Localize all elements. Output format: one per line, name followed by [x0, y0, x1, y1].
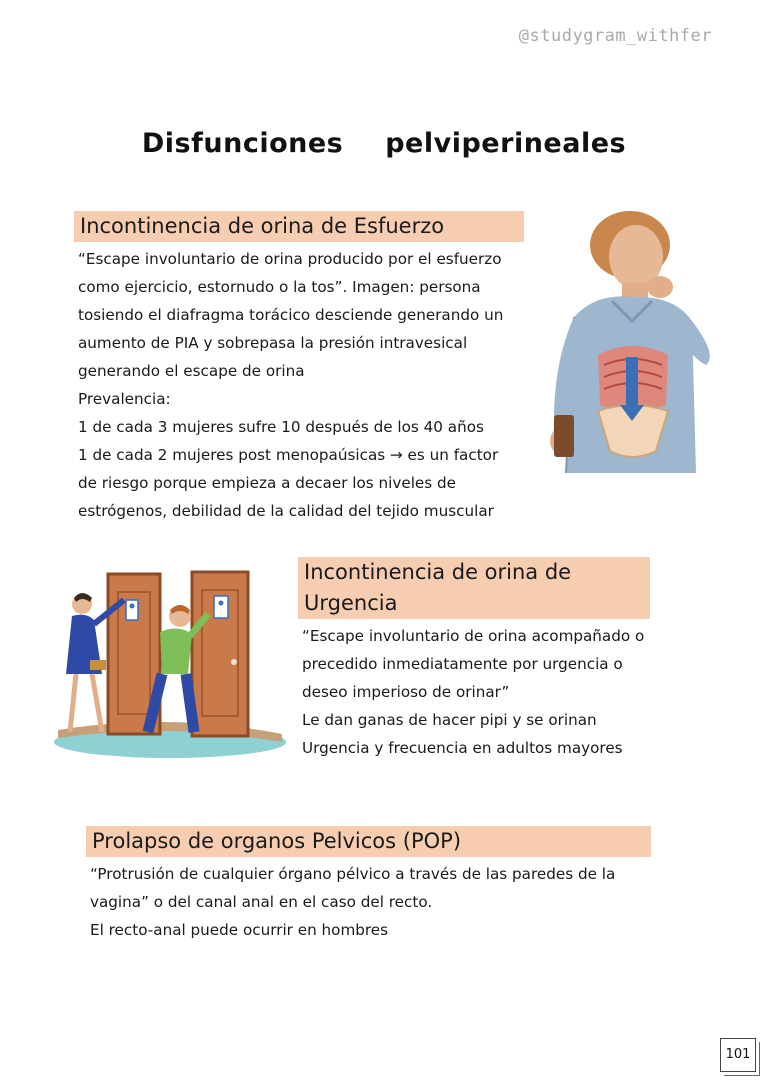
- coughing-person-illustration: [536, 205, 728, 477]
- urgencia-text: [302, 622, 644, 762]
- text-line: “Escape involuntario de orina acompañado o: [302, 627, 645, 645]
- page-number: 101: [720, 1038, 756, 1072]
- bathroom-doors-illustration: [52, 562, 286, 760]
- text-line: Le dan ganas de hacer pipi y se orinan: [302, 711, 597, 729]
- text-line: “Protrusión de cualquier órgano pélvico a través de las paredes de la: [90, 865, 616, 883]
- text-line: generando el escape de orina: [78, 362, 305, 380]
- page-title: [0, 128, 768, 159]
- text-line: de riesgo porque empieza a decaer los niveles de: [78, 474, 456, 492]
- text-line: deseo imperioso de orinar”: [302, 683, 510, 701]
- text-line: aumento de PIA y sobrepasa la presión intravesical: [78, 334, 468, 352]
- text-line: Prevalencia:: [78, 390, 171, 408]
- text-line: tosiendo el diafragma torácico desciende generando un: [78, 306, 504, 324]
- esfuerzo-text: [78, 245, 503, 525]
- urgencia-heading: [298, 557, 650, 619]
- urgencia-heading-line-2: Urgencia: [304, 591, 398, 615]
- author-handle: @studygram_withfer: [518, 26, 712, 46]
- title-word-1: Disfunciones: [141, 128, 344, 159]
- title-word-2: pelviperineales: [385, 128, 627, 159]
- text-line: “Escape involuntario de orina producido por el esfuerzo: [78, 250, 502, 268]
- text-line: El recto-anal puede ocurrir en hombres: [90, 921, 389, 939]
- esfuerzo-heading: Incontinencia de orina de Esfuerzo: [74, 211, 524, 242]
- prolapso-heading: Prolapso de organos Pelvicos (POP): [86, 826, 651, 857]
- text-line: 1 de cada 2 mujeres post menopaúsicas → es un factor: [78, 446, 499, 464]
- prolapso-text: [90, 860, 615, 944]
- text-line: 1 de cada 3 mujeres sufre 10 después de los 40 años: [78, 418, 484, 436]
- text-line: precedido inmediatamente por urgencia o: [302, 655, 623, 673]
- text-line: estrógenos, debilidad de la calidad del tejido muscular: [78, 502, 494, 520]
- text-line: vagina” o del canal anal en el caso del recto.: [90, 893, 433, 911]
- text-line: Urgencia y frecuencia en adultos mayores: [302, 739, 623, 757]
- text-line: como ejercicio, estornudo o la tos”. Imagen: persona: [78, 278, 481, 296]
- urgencia-heading-line-1: Incontinencia de orina de: [304, 560, 572, 584]
